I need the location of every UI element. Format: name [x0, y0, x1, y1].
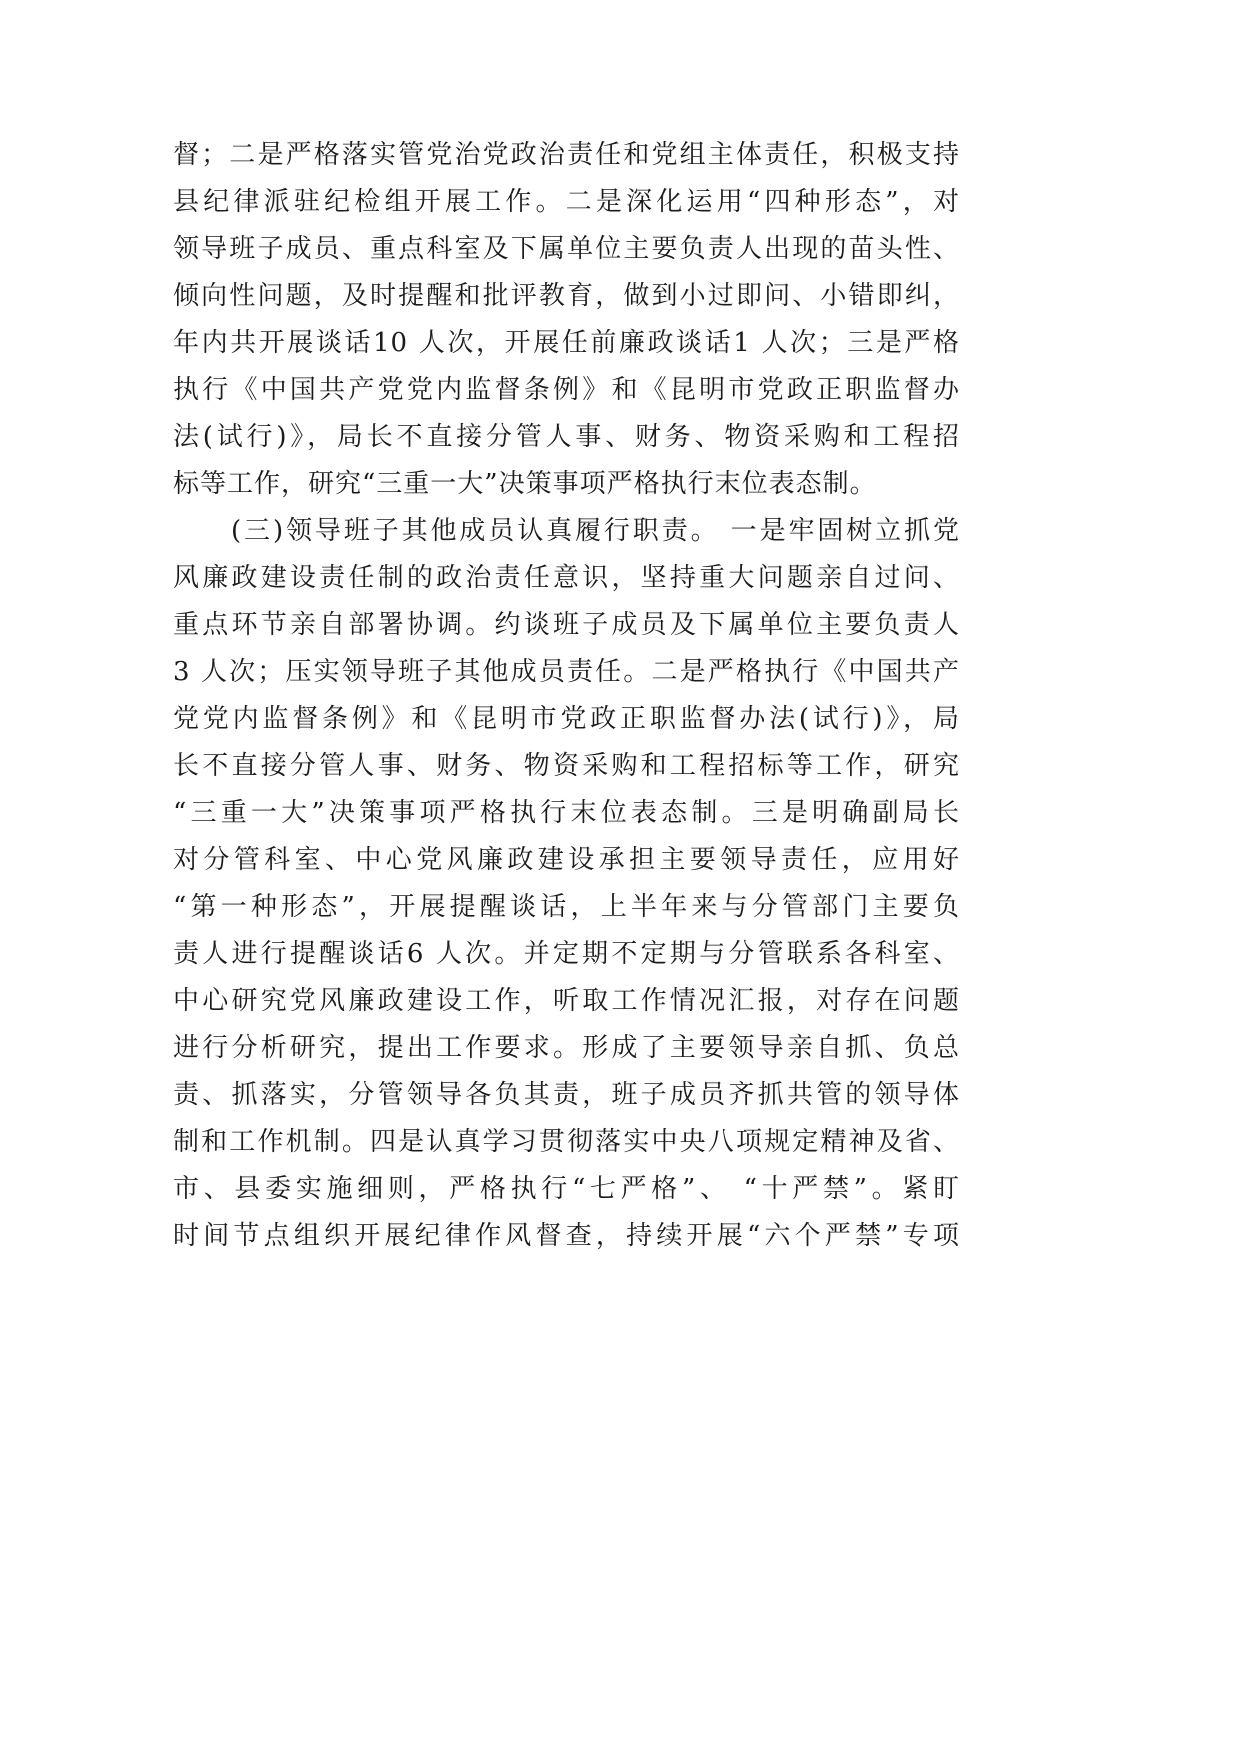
text-line: 重点环节亲自部署协调。约谈班子成员及下属单位主要负责人	[173, 610, 960, 640]
text-line: “三重一大”决策事项严格执行末位表态制。三是明确副局长	[173, 798, 960, 828]
text-line: 责、抓落实，分管领导各负其责，班子成员齐抓共管的领导体	[173, 1080, 960, 1110]
text-line: 制和工作机制。四是认真学习贯彻落实中央八项规定精神及省、	[173, 1127, 960, 1157]
text-line: 领导班子成员、重点科室及下属单位主要负责人出现的苗头性、	[173, 234, 960, 264]
text-line: 长不直接分管人事、财务、物资采购和工程招标等工作，研究	[173, 751, 960, 781]
text-line: 法(试行)》，局长不直接分管人事、财务、物资采购和工程招	[173, 422, 960, 452]
text-line: 进行分析研究，提出工作要求。形成了主要领导亲自抓、负总	[173, 1033, 960, 1063]
text-line: 党党内监督条例》和《昆明市党政正职监督办法(试行)》，局	[173, 704, 960, 734]
body-text	[173, 132, 960, 1260]
text-line: 县纪律派驻纪检组开展工作。二是深化运用“四种形态”，对	[173, 187, 960, 217]
paragraph-section-three	[173, 508, 960, 1260]
text-line: 年内共开展谈话10 人次，开展任前廉政谈话1 人次；三是严格	[173, 328, 960, 358]
text-line: 督；二是严格落实管党治党政治责任和党组主体责任，积极支持	[173, 140, 960, 170]
text-line: 对分管科室、中心党风廉政建设承担主要领导责任，应用好	[173, 845, 960, 875]
text-line: 标等工作，研究“三重一大”决策事项严格执行末位表态制。	[173, 469, 877, 499]
paragraph-continuation	[173, 132, 960, 508]
text-line: 市、县委实施细则，严格执行“七严格”、 “十严禁”。紧盯	[173, 1174, 960, 1204]
text-line: 时间节点组织开展纪律作风督查，持续开展“六个严禁”专项	[173, 1221, 960, 1251]
text-line: 3 人次；压实领导班子其他成员责任。二是严格执行《中国共产	[173, 657, 960, 687]
text-line: 责人进行提醒谈话6 人次。并定期不定期与分管联系各科室、	[173, 939, 960, 969]
text-line: 执行《中国共产党党内监督条例》和《昆明市党政正职监督办	[173, 375, 960, 405]
text-line: 倾向性问题，及时提醒和批评教育，做到小过即问、小错即纠，	[173, 281, 960, 311]
section-heading-line: (三)领导班子其他成员认真履行职责。 一是牢固树立抓党	[231, 516, 960, 546]
text-line: “第一种形态”，开展提醒谈话，上半年来与分管部门主要负	[173, 892, 960, 922]
text-line: 风廉政建设责任制的政治责任意识，坚持重大问题亲自过问、	[173, 563, 960, 593]
text-line: 中心研究党风廉政建设工作，听取工作情况汇报，对存在问题	[173, 986, 960, 1016]
